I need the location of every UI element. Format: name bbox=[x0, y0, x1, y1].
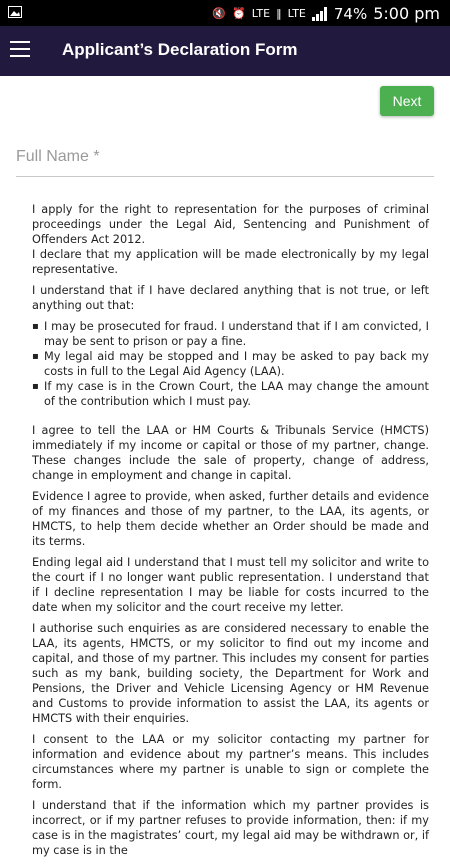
declaration-paragraph: I agree to tell the LAA or HM Courts & Tribunals Service (HMCTS) immediately if my income or capital or those of my partner, change. These changes include the sale of property, change of address, change in employment and change in capital. bbox=[32, 424, 429, 482]
menu-icon[interactable] bbox=[10, 41, 30, 59]
status-bar bbox=[0, 0, 450, 26]
full-name-field[interactable] bbox=[16, 140, 434, 177]
declaration-paragraph: I apply for the right to representation for the purposes of criminal proceedings under the Legal Aid, Sentencing and Punishment of Offenders Act 2012. bbox=[32, 203, 429, 246]
lte-indicator: LTE bbox=[287, 6, 306, 20]
declaration-paragraph: I understand that if I have declared anything that is not true, or left anything out that: bbox=[32, 284, 429, 312]
battery-level: 74% bbox=[333, 4, 368, 23]
declaration-paragraph: Ending legal aid I understand that I must tell my solicitor and write to the court if I no longer want public representation. I understand that if I decline representation I may be liable for costs incurred to the date when my solicitor and the court receive my letter. bbox=[32, 556, 429, 614]
alarm-icon: ⏰ bbox=[232, 6, 246, 20]
consequences-list bbox=[32, 319, 429, 409]
image-notification-icon bbox=[8, 5, 22, 23]
declaration-text bbox=[32, 202, 429, 864]
volte-indicator: LTE bbox=[251, 6, 271, 20]
full-name-input[interactable] bbox=[16, 140, 434, 174]
page-title: Applicant’s Declaration Form bbox=[62, 40, 298, 59]
vibrate-icon: ‖ bbox=[276, 6, 282, 20]
declaration-paragraph: I understand that if the information which my partner provides is incorrect, or if my partner refuses to provide information, then: if my case is in the magistrates’ court, my legal aid may be withdrawn or, if my case is in the bbox=[32, 799, 429, 857]
signal-icon bbox=[312, 7, 328, 21]
declaration-paragraph: I declare that my application will be made electronically by my legal representative. bbox=[32, 248, 429, 276]
declaration-paragraph: I consent to the LAA or my solicitor contacting my partner for information and evidence about my partner’s means. This includes circumstances where my partner is unable to sign or complete the form. bbox=[32, 733, 429, 791]
clock: 5:00 pm bbox=[373, 4, 440, 23]
declaration-paragraph: I authorise such enquiries as are considered necessary to enable the LAA, its agents, HMCTS, or my solicitor to find out my income and capital, and those of my partner. This includes my consent for parties such as my bank, building society, the Department for Work and Pensions, the Driver and Vehicle Licensing Agency or HM Revenue and Customs to provide information to assist the LAA, its agents or HMCTS with their enquiries. bbox=[32, 622, 429, 725]
list-item: ▪ If my case is in the Crown Court, the LAA may change the amount of the contribution which I must pay. bbox=[44, 379, 429, 409]
mute-icon: 🔇 bbox=[212, 6, 227, 20]
app-bar bbox=[0, 26, 450, 76]
declaration-paragraph: Evidence I agree to provide, when asked, further details and evidence of my finances and those of my partner, to the LAA, its agents, or HMCTS, to help them decide whether an Order should be made and its terms. bbox=[32, 490, 429, 548]
list-item: ▪ My legal aid may be stopped and I may be asked to pay back my costs in full to the Legal Aid Agency (LAA). bbox=[44, 349, 429, 379]
next-button[interactable]: Next bbox=[380, 86, 434, 116]
list-item: ▪ I may be prosecuted for fraud. I understand that if I am convicted, I may be sent to prison or pay a fine. bbox=[44, 319, 429, 349]
